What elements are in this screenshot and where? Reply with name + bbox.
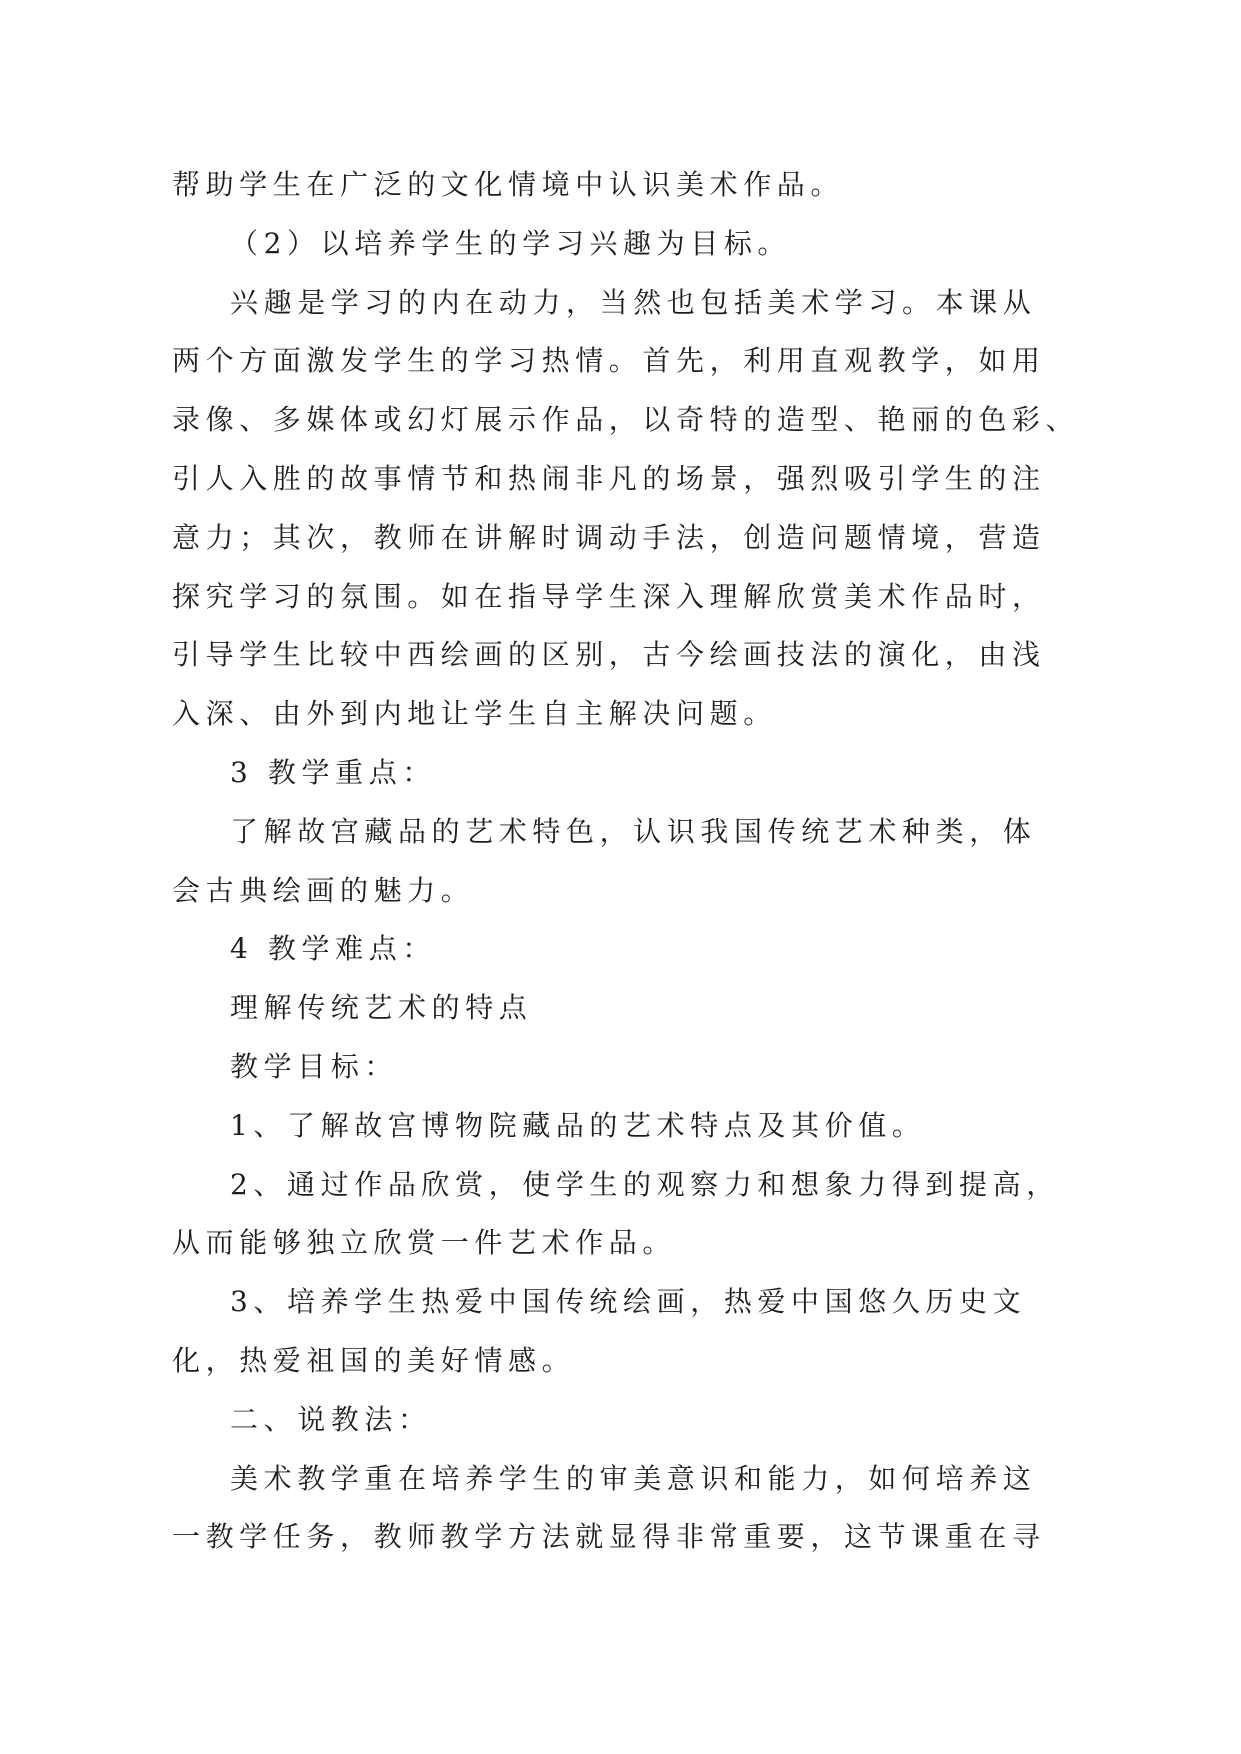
heading-teaching-methods — [172, 1391, 1072, 1450]
paragraph-continuation — [172, 156, 1072, 215]
text-line: 入深、由外到内地让学生自主解决问题。 — [172, 697, 777, 731]
paragraph-teaching-methods — [172, 1450, 1072, 1568]
paragraph-key-points — [172, 803, 1072, 921]
heading-teaching-difficulties — [172, 920, 1072, 979]
text-line: （2）以培养学生的学习兴趣为目标。 — [230, 226, 792, 260]
text-line: 教学目标： — [230, 1049, 399, 1083]
text-line: 了解故宫藏品的艺术特色，认识我国传统艺术种类，体 — [230, 814, 1037, 848]
text-line: 录像、多媒体或幻灯展示作品，以奇特的造型、艳丽的色彩、 — [172, 403, 1080, 437]
text-line: 2、通过作品欣赏，使学生的观察力和想象力得到提高， — [230, 1167, 1060, 1201]
objective-item — [172, 1273, 1072, 1391]
paragraph-interest — [172, 274, 1080, 744]
text-line: 会古典绘画的魅力。 — [172, 873, 475, 907]
text-line: 3、培养学生热爱中国传统绘画，热爱中国悠久历史文 — [230, 1285, 1027, 1319]
text-line: 探究学习的氛围。如在指导学生深入理解欣赏美术作品时， — [172, 579, 1046, 613]
text-line: 两个方面激发学生的学习热情。首先，利用直观教学，如用 — [172, 344, 1046, 378]
text-line: 二、说教法： — [230, 1402, 432, 1436]
text-line: 一教学任务，教师教学方法就显得非常重要，这节课重在寻 — [172, 1520, 1046, 1554]
text-line: 兴趣是学习的内在动力，当然也包括美术学习。本课从 — [230, 285, 1037, 319]
text-line: 意力；其次，教师在讲解时调动手法，创造问题情境，营造 — [172, 520, 1046, 554]
text-line: 化，热爱祖国的美好情感。 — [172, 1343, 576, 1377]
text-line: 3 教学重点： — [230, 755, 436, 789]
heading-teaching-objectives — [172, 1038, 1072, 1097]
paragraph-difficulties — [172, 979, 1072, 1038]
text-line: 引导学生比较中西绘画的区别，古今绘画技法的演化，由浅 — [172, 638, 1046, 672]
text-line: 4 教学难点： — [230, 932, 436, 966]
heading-teaching-key-points — [172, 744, 1072, 803]
objective-item — [172, 1097, 1072, 1156]
text-line: 理解传统艺术的特点 — [230, 991, 533, 1025]
objective-item — [172, 1156, 1072, 1274]
document-body — [172, 156, 1080, 1567]
subheading-interest-goal — [172, 215, 1072, 274]
text-line: 帮助学生在广泛的文化情境中认识美术作品。 — [172, 168, 845, 201]
text-line: 美术教学重在培养学生的审美意识和能力，如何培养这 — [230, 1461, 1037, 1495]
text-line: 1、了解故宫博物院藏品的艺术特点及其价值。 — [230, 1108, 926, 1142]
text-line: 引人入胜的故事情节和热闹非凡的场景，强烈吸引学生的注 — [172, 461, 1046, 495]
text-line: 从而能够独立欣赏一件艺术作品。 — [172, 1226, 677, 1260]
